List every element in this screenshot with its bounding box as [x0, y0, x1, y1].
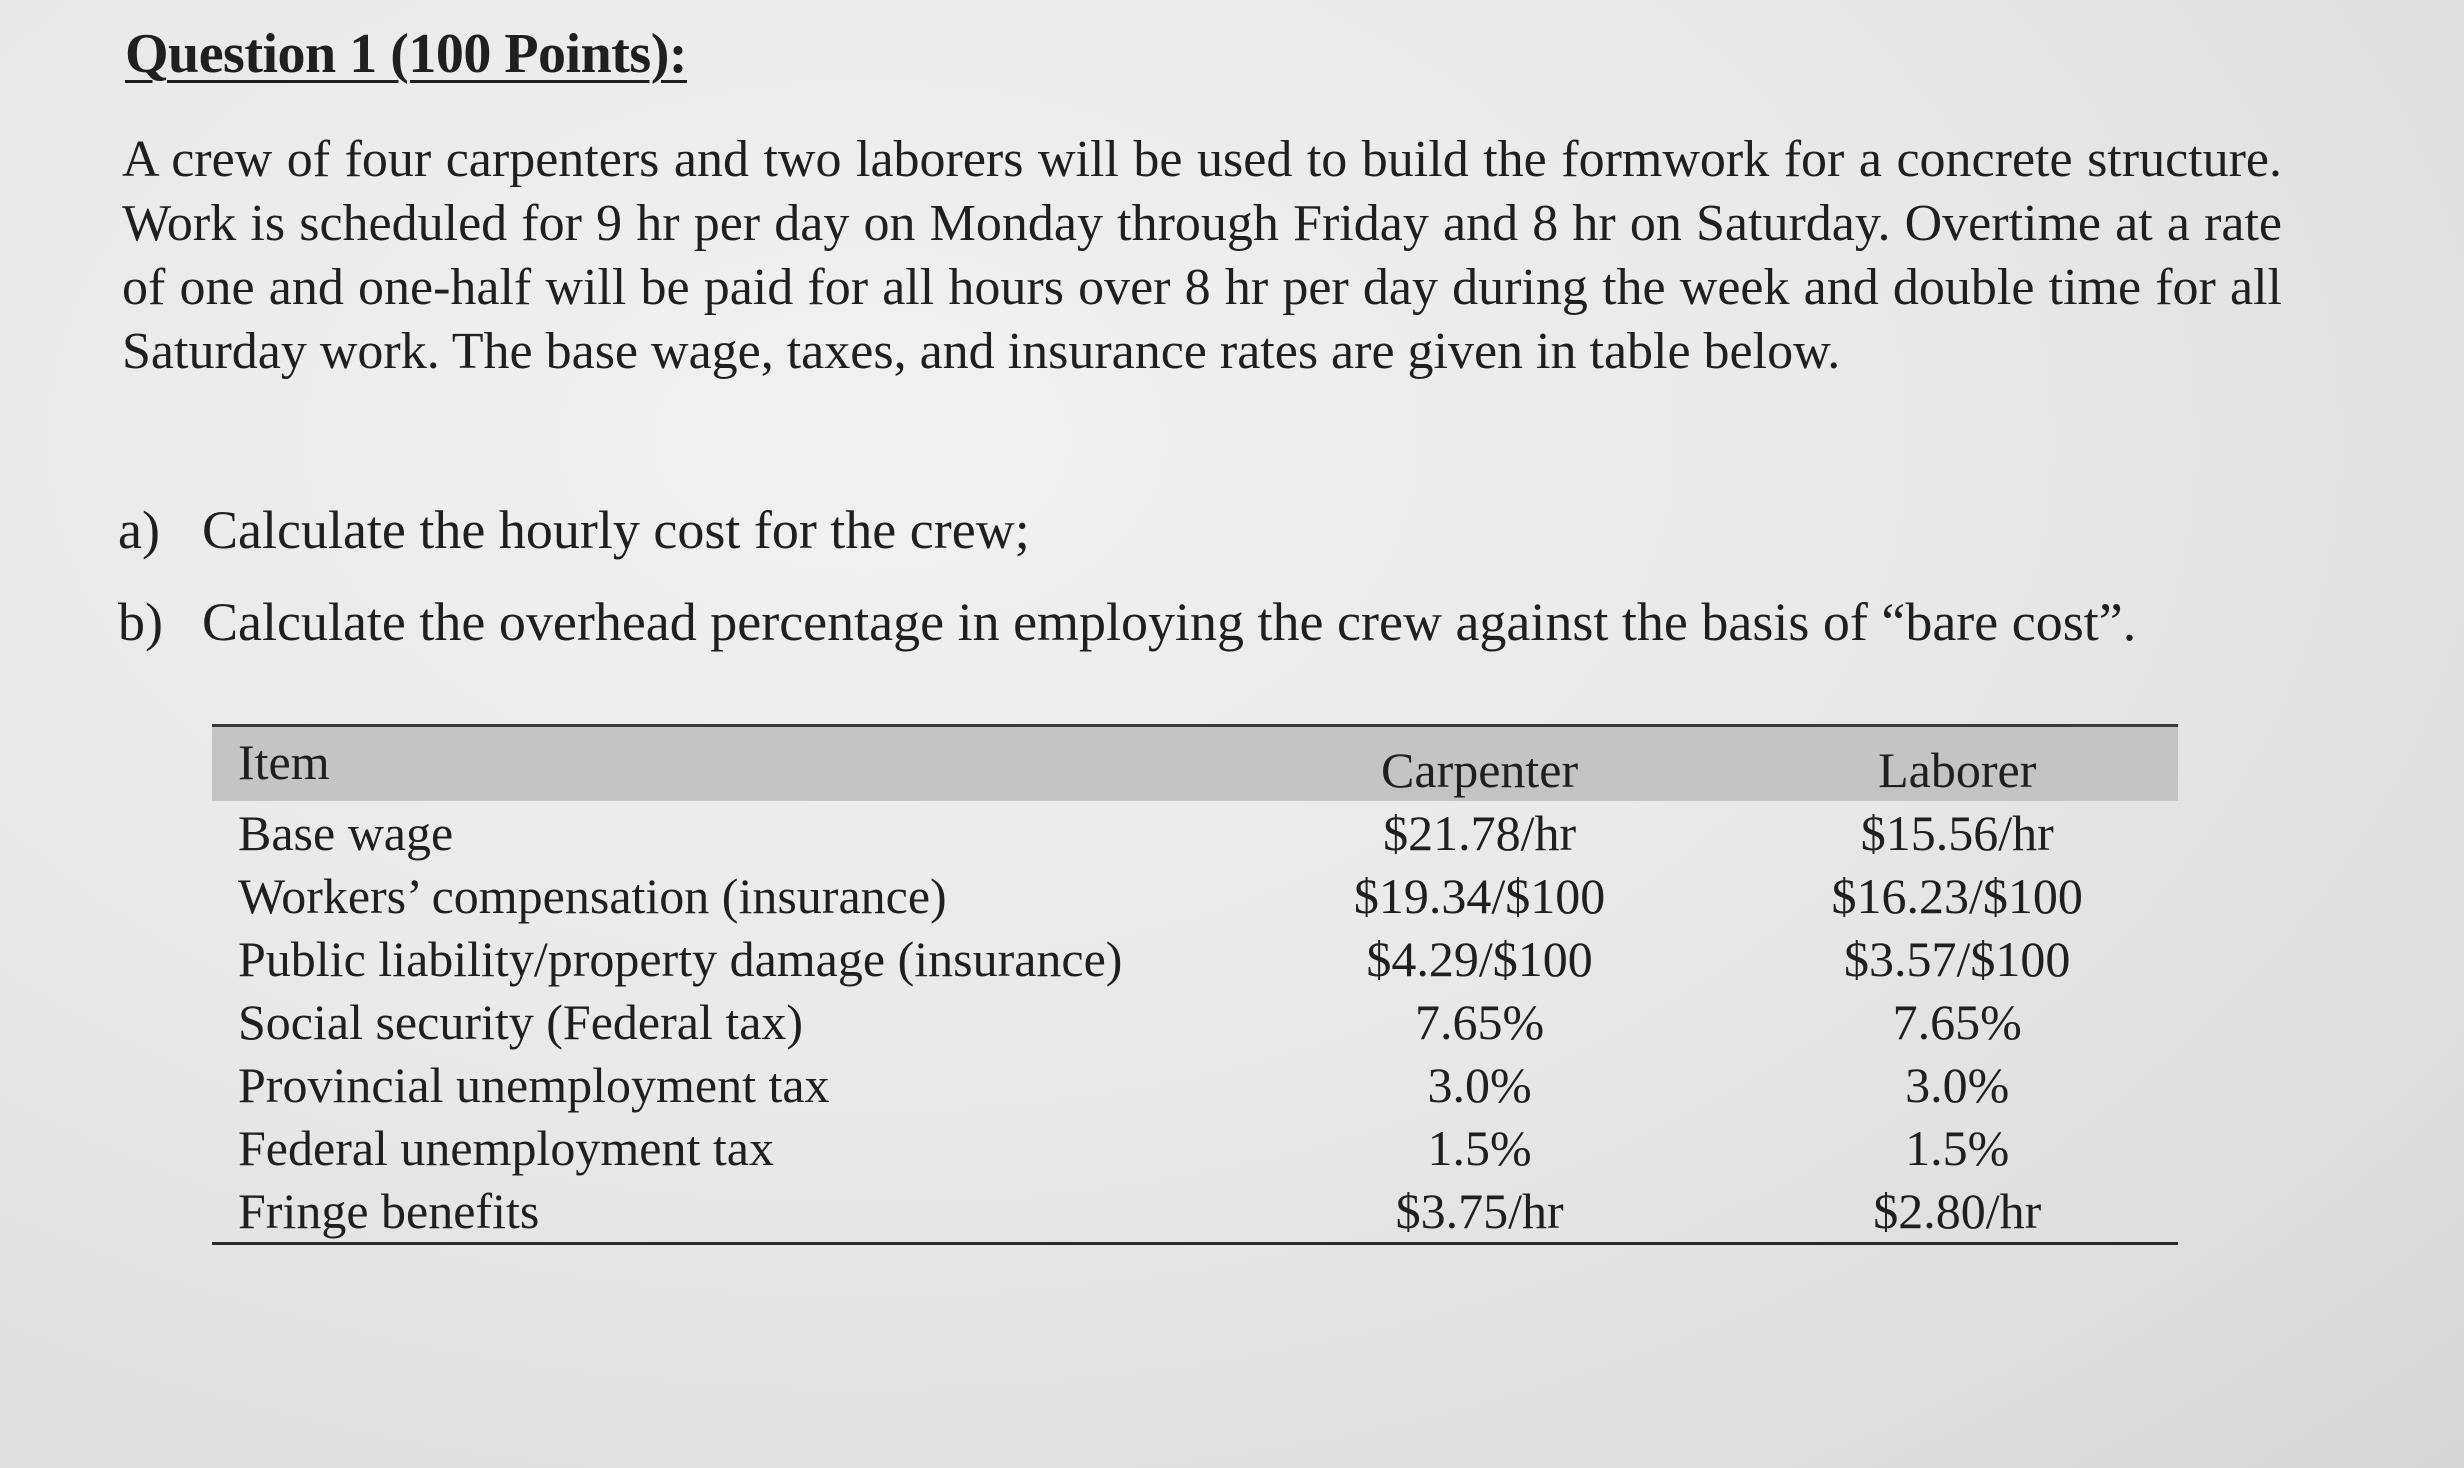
row-carpenter-value: 3.0%: [1427, 1056, 1532, 1113]
row-carpenter-value: $4.29/$100: [1366, 930, 1593, 987]
table-header-row: [212, 726, 2178, 802]
row-laborer-value: 7.65%: [1892, 993, 2022, 1050]
row-laborer-value: 1.5%: [1905, 1119, 2010, 1176]
row-carpenter-value: $19.34/$100: [1353, 867, 1606, 924]
row-item-label: Social security (Federal tax): [238, 993, 804, 1050]
cost-table-container: [212, 724, 2178, 1245]
row-item-label: Fringe benefits: [212, 1179, 1223, 1244]
table-row: [212, 1053, 2178, 1116]
table-row: [212, 990, 2178, 1053]
part-a-text: Calculate the hourly cost for the crew;: [202, 500, 1030, 560]
row-laborer-value: $3.57/$100: [1844, 930, 2071, 987]
row-item-label: Workers’ compensation (insurance): [238, 867, 947, 924]
question-part-a: [118, 498, 2318, 562]
question-body: A crew of four carpenters and two laborers will be used to build the formwork for a concrete structure. Work is scheduled for 9 hr per day on Monday through Friday and 8 hr on Saturday. Overtime at a rate of one and one-half will be paid for all hours over 8 hr per day during the week and double time for all Saturday work. The base wage, taxes, and insurance rates are given in table below.: [122, 131, 2282, 380]
row-carpenter-value: $21.78/hr: [1383, 804, 1577, 861]
row-item-label: Base wage: [238, 804, 454, 861]
row-item-label: Public liability/property damage (insurance): [238, 930, 1123, 987]
row-carpenter-value: 1.5%: [1427, 1119, 1532, 1176]
question-part-b: [118, 590, 2318, 654]
row-carpenter-value: $3.75/hr: [1223, 1179, 1737, 1244]
cost-rates-table: [212, 724, 2178, 1245]
row-carpenter-value: 7.65%: [1415, 993, 1545, 1050]
question-title: Question 1 (100 Points):: [125, 23, 687, 85]
part-b-text: Calculate the overhead percentage in employing the crew against the basis of “bare cost”.: [202, 592, 2137, 652]
header-carpenter: Carpenter: [1381, 742, 1579, 798]
part-a-marker: a): [118, 500, 160, 560]
row-item-label: Federal unemployment tax: [238, 1119, 774, 1176]
table-row: [212, 1179, 2178, 1244]
row-laborer-value: $15.56/hr: [1860, 804, 2054, 861]
table-row: [212, 1116, 2178, 1179]
table-row: [212, 927, 2178, 990]
question-parts-list: [118, 498, 2318, 682]
table-row: [212, 864, 2178, 927]
row-item-label: Provincial unemployment tax: [238, 1056, 830, 1113]
table-row: [212, 801, 2178, 864]
header-item: Item: [238, 734, 330, 790]
part-b-marker: b): [118, 592, 163, 652]
row-laborer-value: $16.23/$100: [1831, 867, 2083, 924]
header-laborer: Laborer: [1878, 742, 2037, 798]
row-laborer-value: $2.80/hr: [1736, 1179, 2178, 1244]
row-laborer-value: 3.0%: [1905, 1056, 2010, 1113]
